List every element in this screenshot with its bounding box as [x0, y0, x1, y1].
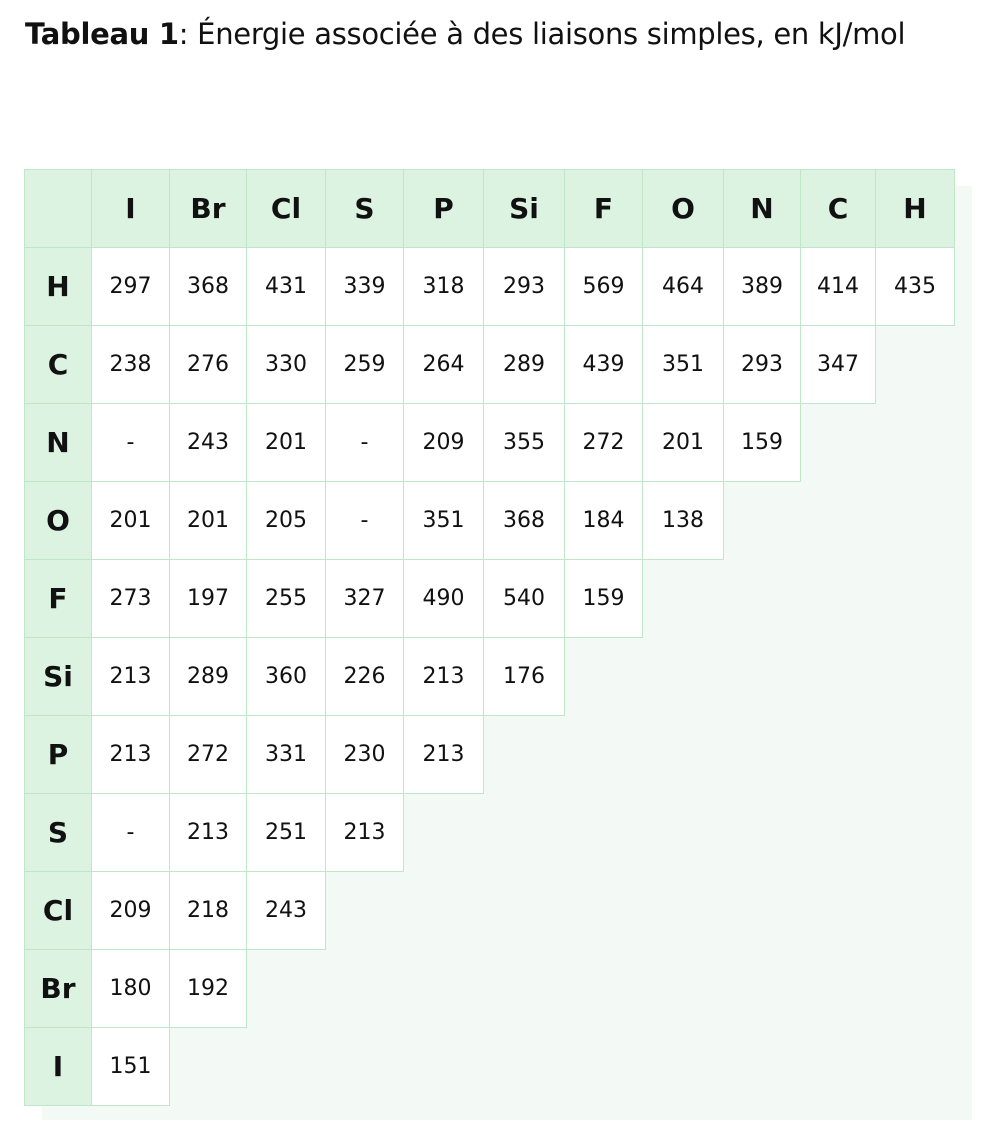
empty-cell	[404, 950, 484, 1028]
table-cell: 184	[565, 482, 643, 560]
table-cell: 226	[326, 638, 404, 716]
table-cell: 213	[92, 638, 170, 716]
empty-cell	[876, 482, 955, 560]
empty-cell	[643, 560, 724, 638]
table-cell: 251	[247, 794, 326, 872]
empty-cell	[876, 872, 955, 950]
empty-cell	[326, 1028, 404, 1106]
table-row	[25, 248, 955, 326]
empty-cell	[565, 716, 643, 794]
empty-cell	[724, 1028, 801, 1106]
empty-cell	[643, 950, 724, 1028]
table-cell: -	[92, 794, 170, 872]
row-header: I	[25, 1028, 92, 1106]
table-cell: 192	[170, 950, 247, 1028]
empty-cell	[801, 404, 876, 482]
table-cell: 331	[247, 716, 326, 794]
empty-cell	[724, 872, 801, 950]
table-cell: -	[326, 482, 404, 560]
empty-cell	[565, 794, 643, 872]
row-header: N	[25, 404, 92, 482]
empty-cell	[876, 404, 955, 482]
table-cell: 389	[724, 248, 801, 326]
column-header: I	[92, 170, 170, 248]
table-cell: 159	[565, 560, 643, 638]
empty-cell	[876, 560, 955, 638]
table-cell: 439	[565, 326, 643, 404]
empty-cell	[643, 794, 724, 872]
table-cell: 272	[170, 716, 247, 794]
table-row	[25, 1028, 955, 1106]
empty-cell	[643, 638, 724, 716]
table-cell: 540	[484, 560, 565, 638]
table-cell: 293	[484, 248, 565, 326]
column-header: F	[565, 170, 643, 248]
empty-cell	[484, 950, 565, 1028]
empty-cell	[876, 794, 955, 872]
table-cell: 213	[326, 794, 404, 872]
empty-cell	[724, 560, 801, 638]
caption-text: : Énergie associée à des liaisons simples, en kJ/mol	[178, 17, 906, 51]
table-cell: 205	[247, 482, 326, 560]
table-row	[25, 560, 955, 638]
empty-cell	[801, 716, 876, 794]
table-cell: 293	[724, 326, 801, 404]
column-header: C	[801, 170, 876, 248]
table-row	[25, 794, 955, 872]
column-header: N	[724, 170, 801, 248]
row-header: C	[25, 326, 92, 404]
empty-cell	[801, 638, 876, 716]
empty-cell	[801, 872, 876, 950]
empty-cell	[643, 1028, 724, 1106]
row-header: S	[25, 794, 92, 872]
bond-energy-table	[24, 169, 955, 1106]
table-cell: 138	[643, 482, 724, 560]
table-cell: 351	[404, 482, 484, 560]
empty-cell	[724, 638, 801, 716]
empty-cell	[247, 1028, 326, 1106]
table-cell: 151	[92, 1028, 170, 1106]
row-header: Cl	[25, 872, 92, 950]
table-cell: 201	[643, 404, 724, 482]
table-cell: 230	[326, 716, 404, 794]
empty-cell	[484, 1028, 565, 1106]
empty-cell	[404, 1028, 484, 1106]
empty-cell	[484, 794, 565, 872]
table-row	[25, 482, 955, 560]
table-cell: 255	[247, 560, 326, 638]
table-cell: 243	[170, 404, 247, 482]
table-cell: 368	[170, 248, 247, 326]
table-cell: 213	[170, 794, 247, 872]
table-cell: 289	[170, 638, 247, 716]
row-header: Br	[25, 950, 92, 1028]
table-row	[25, 716, 955, 794]
table-cell: 360	[247, 638, 326, 716]
table-cell: 318	[404, 248, 484, 326]
empty-cell	[565, 1028, 643, 1106]
table-cell: 201	[92, 482, 170, 560]
row-header: F	[25, 560, 92, 638]
empty-cell	[565, 872, 643, 950]
table-cell: 243	[247, 872, 326, 950]
column-header: Cl	[247, 170, 326, 248]
table-cell: 213	[404, 638, 484, 716]
table-cell: -	[92, 404, 170, 482]
empty-cell	[724, 950, 801, 1028]
table-cell: 176	[484, 638, 565, 716]
column-header: H	[876, 170, 955, 248]
table-cell: 272	[565, 404, 643, 482]
table-cell: 464	[643, 248, 724, 326]
table-cell: 201	[170, 482, 247, 560]
table-cell: 368	[484, 482, 565, 560]
table-cell: 213	[92, 716, 170, 794]
empty-cell	[326, 950, 404, 1028]
empty-cell	[404, 872, 484, 950]
column-header: Br	[170, 170, 247, 248]
table-cell: 490	[404, 560, 484, 638]
column-header: S	[326, 170, 404, 248]
table-cell: 435	[876, 248, 955, 326]
table-cell: 209	[404, 404, 484, 482]
table-cell: 259	[326, 326, 404, 404]
empty-cell	[801, 560, 876, 638]
table-cell: 289	[484, 326, 565, 404]
empty-cell	[565, 638, 643, 716]
row-header: Si	[25, 638, 92, 716]
empty-cell	[724, 716, 801, 794]
caption-label: Tableau 1	[25, 17, 179, 51]
table-cell: 264	[404, 326, 484, 404]
table-row	[25, 638, 955, 716]
table-cell: 273	[92, 560, 170, 638]
table-header-row	[25, 170, 955, 248]
empty-cell	[876, 950, 955, 1028]
table-cell: 330	[247, 326, 326, 404]
empty-cell	[643, 716, 724, 794]
empty-cell	[876, 716, 955, 794]
table-cell: 355	[484, 404, 565, 482]
table-cell: 431	[247, 248, 326, 326]
table-cell: 327	[326, 560, 404, 638]
empty-cell	[247, 950, 326, 1028]
table-cell: 201	[247, 404, 326, 482]
table-row	[25, 872, 955, 950]
empty-cell	[484, 716, 565, 794]
empty-cell	[876, 1028, 955, 1106]
empty-cell	[724, 482, 801, 560]
table-caption	[25, 12, 905, 56]
table-row	[25, 404, 955, 482]
table-cell: 213	[404, 716, 484, 794]
table-cell: 276	[170, 326, 247, 404]
empty-cell	[876, 638, 955, 716]
empty-cell	[565, 950, 643, 1028]
table-cell: -	[326, 404, 404, 482]
column-header: Si	[484, 170, 565, 248]
table-cell: 159	[724, 404, 801, 482]
table-cell: 414	[801, 248, 876, 326]
table-cell: 197	[170, 560, 247, 638]
empty-cell	[724, 794, 801, 872]
row-header: O	[25, 482, 92, 560]
row-header: H	[25, 248, 92, 326]
table-cell: 339	[326, 248, 404, 326]
column-header: P	[404, 170, 484, 248]
empty-cell	[801, 1028, 876, 1106]
table-row	[25, 326, 955, 404]
empty-cell	[643, 872, 724, 950]
table-cell: 347	[801, 326, 876, 404]
table-cell: 297	[92, 248, 170, 326]
table-cell: 180	[92, 950, 170, 1028]
column-header: O	[643, 170, 724, 248]
empty-cell	[484, 872, 565, 950]
table-cell: 569	[565, 248, 643, 326]
table-cell: 218	[170, 872, 247, 950]
empty-cell	[801, 794, 876, 872]
table-row	[25, 950, 955, 1028]
empty-cell	[801, 482, 876, 560]
table-cell: 351	[643, 326, 724, 404]
empty-cell	[326, 872, 404, 950]
empty-cell	[404, 794, 484, 872]
empty-cell	[170, 1028, 247, 1106]
table-cell: 238	[92, 326, 170, 404]
table-cell: 209	[92, 872, 170, 950]
empty-cell	[876, 326, 955, 404]
row-header: P	[25, 716, 92, 794]
empty-cell	[801, 950, 876, 1028]
corner-cell	[25, 170, 92, 248]
